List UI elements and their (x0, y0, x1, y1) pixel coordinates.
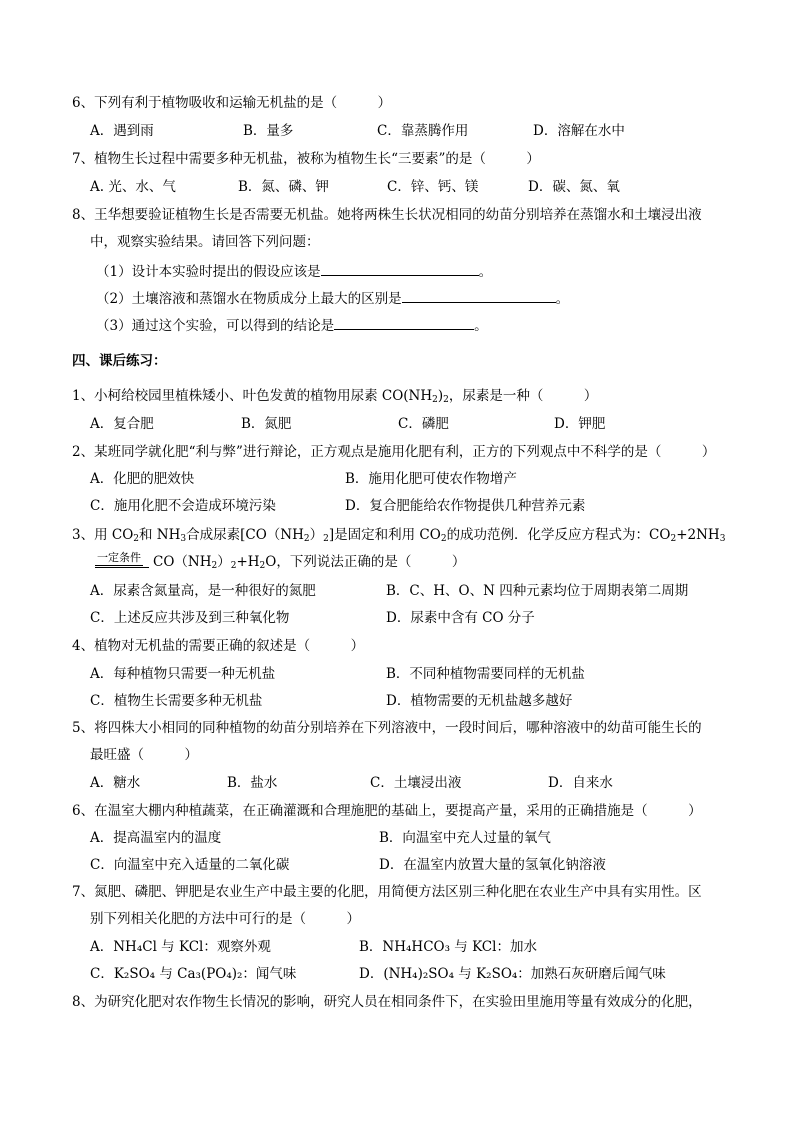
p4-q6-option-b: B．向温室中充人过量的氧气 (379, 830, 551, 846)
p4-q1-option-b: B．氮肥 (241, 416, 292, 432)
q7-option-c: C．锌、钙、镁 (387, 179, 479, 195)
section-title: 四、课后练习： (72, 353, 167, 369)
question-7: 7、植物生长过程中需要多种无机盐，被称为植物生长“三要素”的是（ ） (72, 151, 540, 167)
p4-question-5-line2: 最旺盛（ ） (90, 747, 198, 763)
q8-sub3: （3）通过这个实验，可以得到的结论是 。 (96, 315, 488, 333)
p4-question-1: 1、小柯给校园里植株矮小、叶色发黄的植物用尿素 $CO(NH_2)_2$，尿素是一种（ ） (72, 388, 598, 405)
p4-q7-option-a: A．NH₄Cl 与 KCl：观察外观 (90, 939, 271, 955)
p4-q5-option-a: A．糖水 (90, 775, 141, 791)
q8-sub2-blank[interactable] (402, 288, 556, 303)
p4-q1-option-c: C．磷肥 (398, 416, 449, 432)
p4-q6-option-a: A．提高温室内的温度 (90, 830, 222, 846)
p4-question-5-line1: 5、将四株大小相同的同种植物的幼苗分别培养在下列溶液中，一段时间后，哪种溶液中的幼苗可能生长的 (72, 720, 702, 736)
p4-q2-option-a: A．化肥的肥效快 (90, 471, 195, 487)
p4-q4-option-d: D．植物需要的无机盐越多越好 (386, 693, 573, 709)
p4-q7-option-c: C．K₂SO₄ 与 Ca₃(PO₄)₂：闻气味 (90, 966, 297, 982)
p4-q3-option-a: A．尿素含氮量高，是一种很好的氮肥 (90, 583, 316, 599)
p4-q4-option-a: A．每种植物只需要一种无机盐 (90, 666, 276, 682)
p4-question-7-line1: 7、氮肥、磷肥、钾肥是农业生产中最主要的化肥，用简便方法区别三种化肥在农业生产中具有实用性。区 (72, 884, 702, 900)
p4-question-2: 2、某班同学就化肥“利与弊”进行辩论，正方观点是施用化肥有利，正方的下列观点中不科学的是（ ） (72, 444, 716, 460)
p4-q3-option-d: D．尿素中含有 CO 分子 (386, 610, 535, 626)
p4-q4-option-c: C．植物生长需要多种无机盐 (90, 693, 263, 709)
q6-option-d: D．溶解在水中 (533, 123, 625, 139)
p4-question-6: 6、在温室大棚内种植蔬菜，在正确灌溉和合理施肥的基础上，要提高产量，采用的正确措施是（ ） (72, 803, 702, 819)
q7-option-d: D．碳、氮、氧 (528, 179, 620, 195)
q6-option-b: B．量多 (243, 123, 294, 139)
p4-q3-option-c: C．上述反应共涉及到三种氧化物 (90, 610, 290, 626)
p4-q2-option-b: B．施用化肥可使农作物增产 (345, 471, 517, 487)
q6-option-c: C．靠蒸腾作用 (377, 123, 469, 139)
p4-q6-option-c: C．向温室中充入适量的二氧化碳 (90, 857, 290, 873)
question-8-line1: 8、王华想要验证植物生长是否需要无机盐。她将两株生长状况相同的幼苗分别培养在蒸馏水和土壤浸出液 (72, 207, 702, 223)
p4-q1-option-d: D．钾肥 (554, 416, 606, 432)
p4-question-4: 4、植物对无机盐的需要正确的叙述是（ ） (72, 638, 365, 654)
q6-option-a: A．遇到雨 (90, 123, 154, 139)
q8-sub3-blank[interactable] (334, 315, 474, 330)
question-8-line2: 中，观察实验结果。请回答下列问题： (90, 234, 320, 250)
p4-q2-option-c: C．施用化肥不会造成环境污染 (90, 498, 276, 514)
p4-q4-option-b: B．不同种植物需要同样的无机盐 (386, 666, 585, 682)
p4-q2-option-d: D．复合肥能给农作物提供几种营养元素 (345, 498, 586, 514)
q8-sub1: （1）设计本实验时提出的假设应该是 。 (96, 261, 492, 279)
p4-question-8: 8、为研究化肥对农作物生长情况的影响，研究人员在相同条件下，在实验田里施用等量有效成分的化肥， (72, 994, 702, 1010)
p4-q5-option-c: C．土壤浸出液 (370, 775, 462, 791)
q8-sub2: （2）土壤溶液和蒸馏水在物质成分上最大的区别是 。 (96, 288, 569, 306)
q7-option-b: B．氮、磷、钾 (238, 179, 329, 195)
p4-question-7-line2: 别下列相关化肥的方法中可行的是（ ） (90, 911, 360, 927)
p4-question-3-line2: $CO(NH_2)_2+H_2O$，下列说法正确的是（ ） (153, 554, 466, 571)
p4-q5-option-d: D．自来水 (548, 775, 613, 791)
p4-q1-option-a: A．复合肥 (90, 416, 154, 432)
p4-q5-option-b: B．盐水 (227, 775, 278, 791)
q7-option-a: A. 光、水、气 (90, 179, 176, 195)
p4-q6-option-d: D．在温室内放置大量的氢氧化钠溶液 (379, 857, 606, 873)
reaction-condition: 一定条件 (97, 551, 141, 564)
p4-question-3-line1: 3、用 $CO_2$和 $NH_3$合成尿素$[CO(NH_2)_2]$是固定和利用 $CO_2$的成功范例．化学反应方程式为：$CO_2+2NH_3$ (72, 527, 726, 544)
q8-sub1-blank[interactable] (321, 261, 479, 276)
p4-q7-option-b: B．NH₄HCO₃ 与 KCl：加水 (359, 939, 537, 955)
p4-q7-option-d: D．(NH₄)₂SO₄ 与 K₂SO₄：加熟石灰研磨后闻气味 (359, 966, 666, 982)
question-6: 6、下列有利于植物吸收和运输无机盐的是（ ） (72, 95, 392, 111)
p4-q3-option-b: B．C、H、O、N 四种元素均位于周期表第二周期 (386, 583, 689, 599)
reaction-arrow-line (95, 567, 149, 568)
